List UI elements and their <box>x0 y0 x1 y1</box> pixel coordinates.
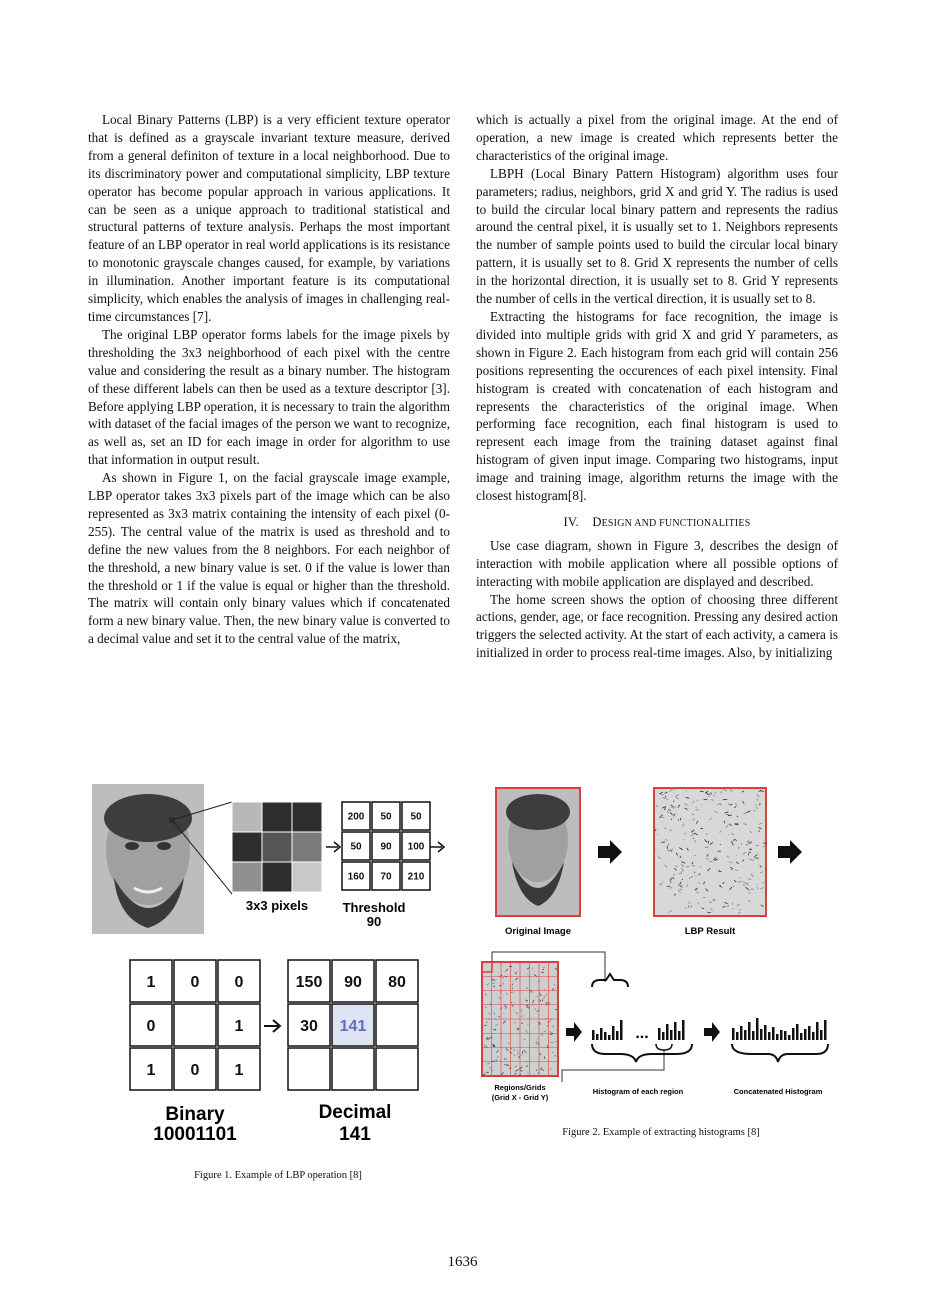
arrow-right-icon <box>598 840 622 864</box>
matrix-value: 50 <box>410 811 422 823</box>
original-image-label: Original Image <box>505 926 571 937</box>
histogram-bar <box>816 1022 819 1040</box>
concatenated-histogram <box>732 1018 827 1040</box>
section-title-rest: ESIGN AND FUNCTIONALITIES <box>601 517 751 529</box>
paragraph: Use case diagram, shown in Figure 3, describes the design of interaction with mobile application where all possible options of interacting with mobile application are displayed and described. <box>476 537 838 589</box>
paragraph: As shown in Figure 1, on the facial grayscale image example, LBP operator takes 3x3 pixels part of the image which can be also represented as 3x3 matrix containing the intensity of each pixel (0-255). The central value of the matrix is used as threshold and to define the new values from the 8 neighbors. For each neighbor of the threshold, a new binary value is set. 0 if the value is lower than the threshold or 1 if the value is equal or higher than the threshold. The matrix will contain only binary values which if concatenated form a new binary value. Then, the new binary value is converted to a decimal value and set it to the central value of the matrix, <box>88 470 450 647</box>
paragraph: Extracting the histograms for face recognition, the image is divided into multiple grids with grid X and grid Y parameters, as shown in Figure 2. Each histogram from each grid will contain 256 positions representing the occurences of each pixel intensity. Final histogram is created with concatenation of each histogram and represents the characteristics of the original image. When performing face recognition, each final histogram is used to represent each image from the training dataset against final histogram of given input image. Comparing two histograms, input image and training image, algorithm returns the image with the closest histogram[8]. <box>476 308 838 504</box>
concatenated-label: Concatenated Histogram <box>733 1087 823 1096</box>
matrix-value: 1 <box>146 973 156 991</box>
histogram-bar <box>812 1032 815 1040</box>
histogram-bar <box>768 1032 771 1040</box>
original-image <box>496 788 580 916</box>
histogram-bar <box>748 1022 751 1040</box>
figure-2-caption: Figure 2. Example of extracting histograms [8] <box>562 1127 760 1138</box>
arrow-right-icon <box>264 1020 280 1032</box>
histogram-bar <box>620 1020 623 1040</box>
histogram-bar <box>800 1033 803 1040</box>
pixels-label: 3x3 pixels <box>245 898 309 913</box>
section-first-letter: D <box>592 514 602 529</box>
binary-value: 10001101 <box>153 1124 237 1145</box>
histogram-bar <box>592 1030 595 1040</box>
threshold-value: 90 <box>366 914 382 929</box>
section-heading <box>476 514 838 533</box>
histogram-bar <box>740 1026 743 1040</box>
histogram-bar <box>736 1032 739 1040</box>
pixel-grid <box>232 802 322 892</box>
brace-small <box>656 1044 672 1050</box>
ellipsis: ... <box>635 1025 649 1042</box>
regions-sublabel: (Grid X - Grid Y) <box>491 1093 549 1102</box>
matrix-value: 80 <box>388 973 406 991</box>
matrix-value: 70 <box>380 871 392 883</box>
matrix-value: 0 <box>190 1061 200 1079</box>
histogram-bar <box>772 1027 775 1040</box>
histogram-bar <box>616 1031 619 1040</box>
arrow-right-icon <box>566 1022 582 1042</box>
paragraph: Local Binary Patterns (LBP) is a very efficient texture operator that is defined as a grayscale invariant texture measure, derived from a general definiton of texture in a local neighborhood. Due to its discriminatory power and computational simplicity, LBP texture operator has become popular approach in various applications. It can be seen as a unique approach to traditional statistical and structural patterns of texture analysis. Perhaps the most important feature of an LBP operator in real world applications is its resistance to monotonic grayscale changes caused, for example, by variations in illumination. Another important feature is its computational simplicity, which enables the analysis of images in challenging real-time circumstances [7]. <box>88 112 450 324</box>
histogram-bar <box>824 1020 827 1040</box>
histogram-bar <box>732 1028 735 1040</box>
paragraph: The home screen shows the option of choosing three different actions, gender, age, or face recognition. Pressing any desired action triggers the selected activity. At the start of each activity, a camera is initialized in order to process real-time images. Also, by initializing <box>476 591 838 661</box>
arrow-right-icon <box>430 842 444 852</box>
histogram-bar <box>760 1029 763 1040</box>
histogram-bar <box>682 1020 685 1040</box>
matrix-value: 150 <box>295 973 323 991</box>
histogram-bar <box>658 1028 661 1040</box>
histogram-bar <box>776 1034 779 1040</box>
region-histogram <box>658 1020 685 1040</box>
matrix-value: 30 <box>300 1017 318 1035</box>
histogram-bar <box>808 1026 811 1040</box>
lbp-result-label: LBP Result <box>684 926 736 937</box>
matrix-cell <box>174 1004 216 1046</box>
histogram-bar <box>666 1024 669 1040</box>
page-number: 1636 <box>447 1254 478 1270</box>
threshold-label: Threshold <box>342 900 406 915</box>
histogram-bar <box>674 1022 677 1040</box>
histogram-bar <box>678 1031 681 1040</box>
matrix-cell <box>376 1048 418 1090</box>
matrix-value: 141 <box>339 1017 367 1035</box>
arrow-right-icon <box>704 1022 720 1042</box>
histogram-bar <box>608 1035 611 1040</box>
histogram-bar <box>792 1028 795 1040</box>
matrix-value: 50 <box>380 811 392 823</box>
histogram-bar <box>612 1026 615 1040</box>
decimal-value: 141 <box>339 1124 371 1145</box>
histogram-bar <box>662 1032 665 1040</box>
histogram-bar <box>796 1024 799 1040</box>
histogram-bar <box>764 1025 767 1040</box>
binary-matrix <box>130 960 260 1090</box>
binary-label: Binary <box>165 1104 225 1125</box>
lbp-result-image <box>654 788 767 916</box>
matrix-value: 1 <box>146 1061 156 1079</box>
figure-1-lbp-operation <box>88 778 468 1150</box>
matrix-value: 200 <box>347 811 365 823</box>
figure-2-histogram-extraction <box>476 782 846 1112</box>
brace-bottom <box>592 1044 692 1062</box>
left-text-column <box>88 111 450 648</box>
matrix-value: 100 <box>407 841 425 853</box>
histogram-bar <box>820 1030 823 1040</box>
section-number: IV. <box>563 514 579 529</box>
histogram-bar <box>752 1031 755 1040</box>
brace-top <box>592 974 628 987</box>
histogram-bar <box>804 1029 807 1040</box>
paragraph: LBPH (Local Binary Pattern Histogram) algorithm uses four parameters; radius, neighbors, grid X and grid Y. The radius is used to build the circular local binary pattern and represents the radius around the central pixel, it is usually set to 1. Neighbors represents the number of sample points used to build the circular local binary pattern, it is usually set to 8. Grid X represents the number of cells in the horizontal direction, it is usually set to 8. Grid Y represents the number of cells in the vertical direction, it is usually set to 8. <box>476 165 838 307</box>
matrix-value: 210 <box>407 871 425 883</box>
histogram-bar <box>600 1028 603 1040</box>
matrix-value: 90 <box>380 841 392 853</box>
brace-bottom <box>732 1044 828 1062</box>
matrix-value: 0 <box>146 1017 156 1035</box>
matrix-value: 50 <box>350 841 362 853</box>
histogram-bar <box>744 1030 747 1040</box>
matrix-value: 0 <box>190 973 200 991</box>
regions-label: Regions/Grids <box>494 1083 546 1092</box>
matrix-cell <box>376 1004 418 1046</box>
paragraph: which is actually a pixel from the original image. At the end of operation, a new image is created which represents better the characteristics of the original image. <box>476 112 838 163</box>
matrix-value: 90 <box>344 973 362 991</box>
histogram-bar <box>604 1032 607 1040</box>
matrix-cell <box>288 1048 330 1090</box>
matrix-value: 1 <box>234 1017 244 1035</box>
paragraph: The original LBP operator forms labels for the image pixels by thresholding the 3x3 neighborhood of each pixel with the centre value and considering the result as a binary number. The histogram of these different labels can then be used as a texture descriptor [3]. Before applying LBP operation, it is necessary to train the algorithm with dataset of the facial images of the person we want to recognize, as well as, set an ID for each image in order for algorithm to use that information in output result. <box>88 326 450 468</box>
histogram-region-label: Histogram of each region <box>592 1087 684 1096</box>
decimal-matrix <box>288 960 418 1090</box>
histogram-bar <box>788 1035 791 1040</box>
histogram-bar <box>670 1030 673 1040</box>
histogram-bar <box>784 1031 787 1040</box>
figure-1-caption: Figure 1. Example of LBP operation [8] <box>194 1170 362 1181</box>
matrix-cell <box>332 1048 374 1090</box>
arrow-right-icon <box>778 840 802 864</box>
arrow-right-icon <box>326 842 340 852</box>
regions-grid-image <box>482 962 558 1076</box>
face-photo <box>92 784 204 934</box>
threshold-matrix <box>342 802 430 890</box>
histogram-bar <box>756 1018 759 1040</box>
histogram-bar <box>780 1030 783 1040</box>
histogram-bar <box>596 1034 599 1040</box>
matrix-value: 1 <box>234 1061 244 1079</box>
region-histogram <box>592 1020 623 1040</box>
decimal-label: Decimal <box>318 1102 392 1123</box>
right-text-column <box>476 111 838 662</box>
matrix-value: 0 <box>234 973 244 991</box>
matrix-value: 160 <box>347 871 365 883</box>
